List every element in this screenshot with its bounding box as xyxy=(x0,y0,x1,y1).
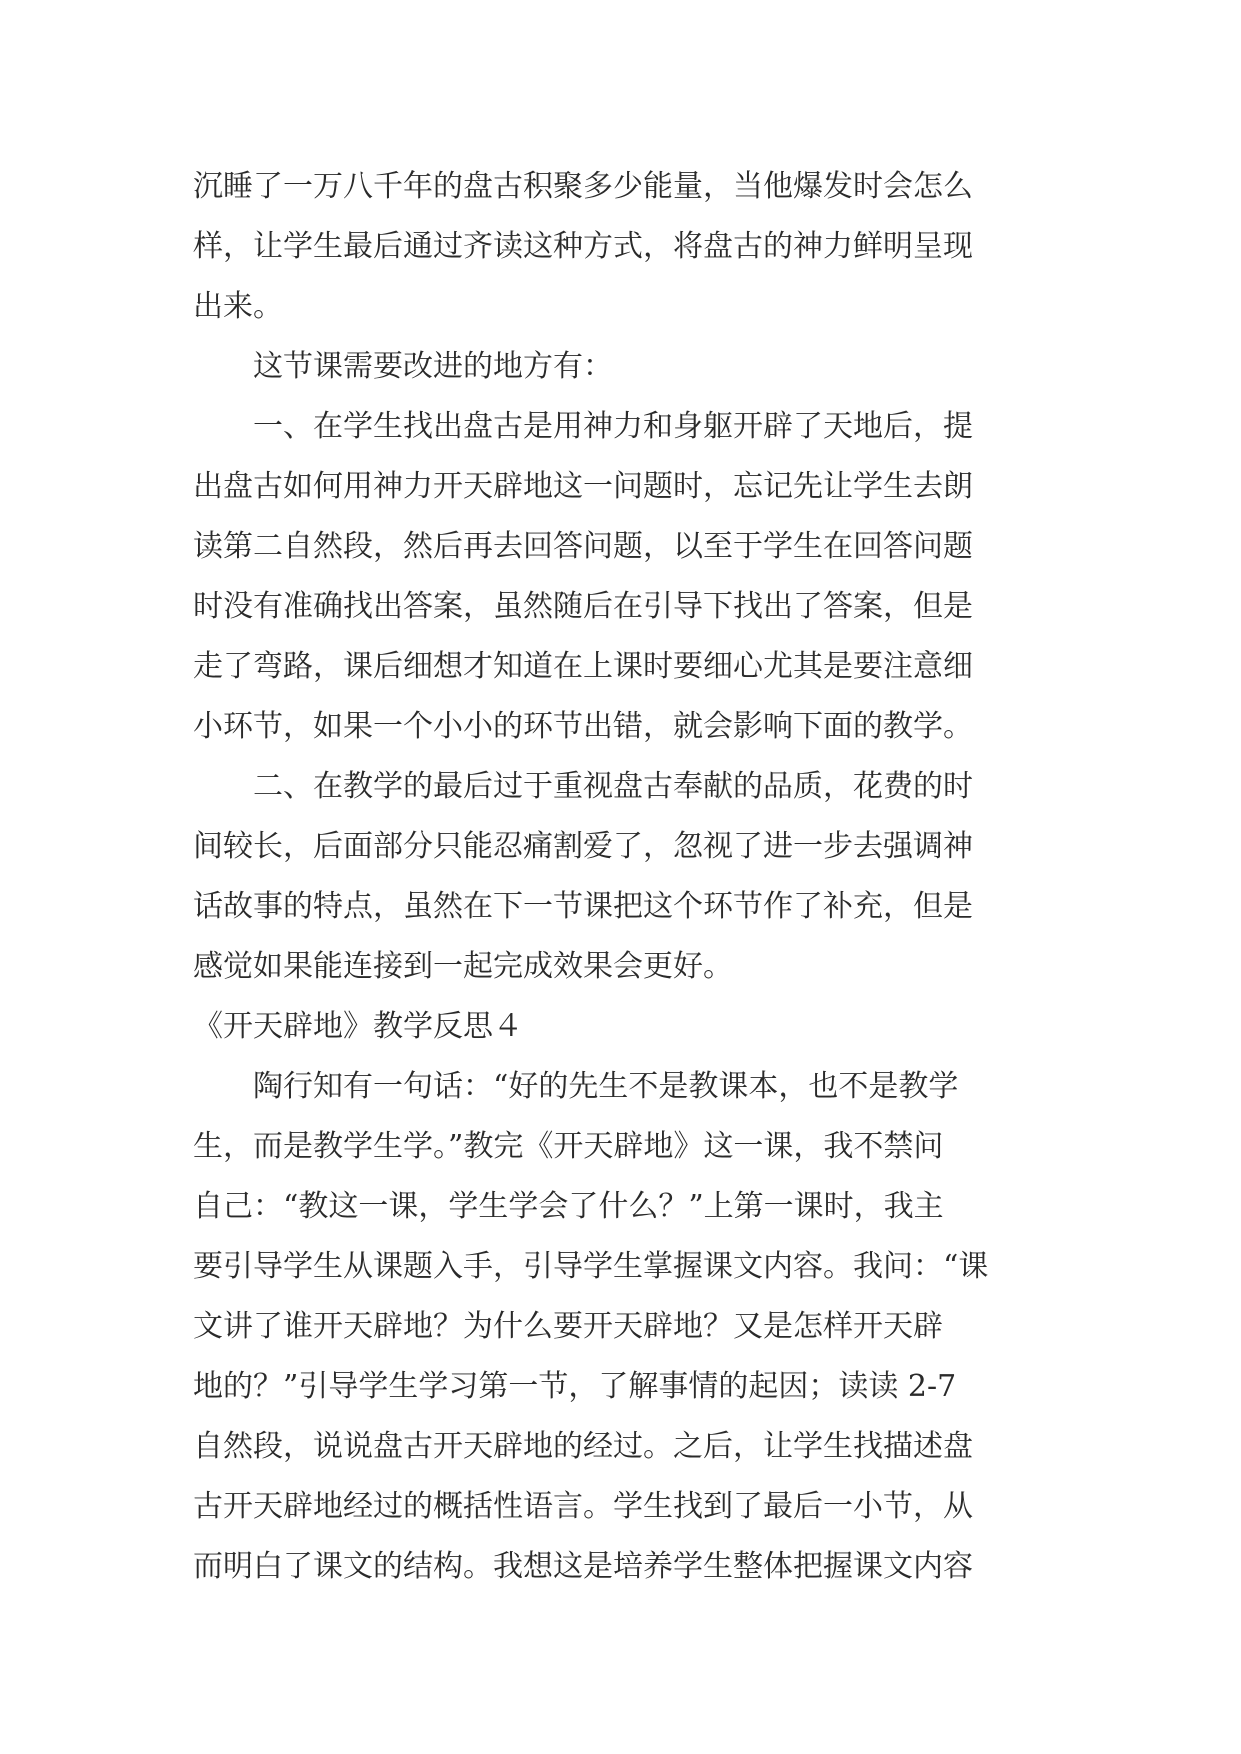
improvement-intro: 这节课需要改进的地方有： xyxy=(253,349,613,384)
section-body-line: 而明白了课文的结构。我想这是培养学生整体把握课文内容 xyxy=(193,1549,973,1584)
section-body-line: 陶行知有一句话：“好的先生不是教课本，也不是教学 xyxy=(253,1069,959,1104)
point-two-line: 感觉如果能连接到一起完成效果会更好。 xyxy=(193,949,733,984)
section-body-line: 文讲了谁开天辟地？为什么要开天辟地？又是怎样开天辟 xyxy=(193,1309,943,1344)
section-body-line: 要引导学生从课题入手，引导学生掌握课文内容。我问：“课 xyxy=(193,1249,989,1284)
section-body-line: 古开天辟地经过的概括性语言。学生找到了最后一小节，从 xyxy=(193,1489,973,1524)
point-one-line: 一、在学生找出盘古是用神力和身躯开辟了天地后，提 xyxy=(253,409,973,444)
section-body-line: 自己：“教这一课，学生学会了什么？”上第一课时，我主 xyxy=(193,1189,944,1224)
section-heading: 《开天辟地》教学反思４ xyxy=(193,1009,523,1044)
point-two-line: 间较长，后面部分只能忍痛割爱了，忽视了进一步去强调神 xyxy=(193,829,973,864)
text-line: 出来。 xyxy=(193,289,283,324)
section-body-line: 地的？”引导学生学习第一节，了解事情的起因；读读 2-7 xyxy=(193,1369,957,1404)
text-line: 沉睡了一万八千年的盘古积聚多少能量，当他爆发时会怎么 xyxy=(193,169,973,204)
point-one-line: 读第二自然段，然后再去回答问题，以至于学生在回答问题 xyxy=(193,529,973,564)
point-one-line: 时没有准确找出答案，虽然随后在引导下找出了答案，但是 xyxy=(193,589,973,624)
point-one-line: 走了弯路，课后细想才知道在上课时要细心尤其是要注意细 xyxy=(193,649,973,684)
point-one-line: 小环节，如果一个小小的环节出错，就会影响下面的教学。 xyxy=(193,709,973,744)
text-line: 样，让学生最后通过齐读这种方式，将盘古的神力鲜明呈现 xyxy=(193,229,973,264)
point-one-line: 出盘古如何用神力开天辟地这一问题时，忘记先让学生去朗 xyxy=(193,469,973,504)
point-two-line: 话故事的特点，虽然在下一节课把这个环节作了补充，但是 xyxy=(193,889,973,924)
section-body-line: 生，而是教学生学。”教完《开天辟地》这一课，我不禁问 xyxy=(193,1129,944,1164)
point-two-line: 二、在教学的最后过于重视盘古奉献的品质，花费的时 xyxy=(253,769,973,804)
section-body-line: 自然段，说说盘古开天辟地的经过。之后，让学生找描述盘 xyxy=(193,1429,973,1464)
document-body xyxy=(193,157,1073,1597)
